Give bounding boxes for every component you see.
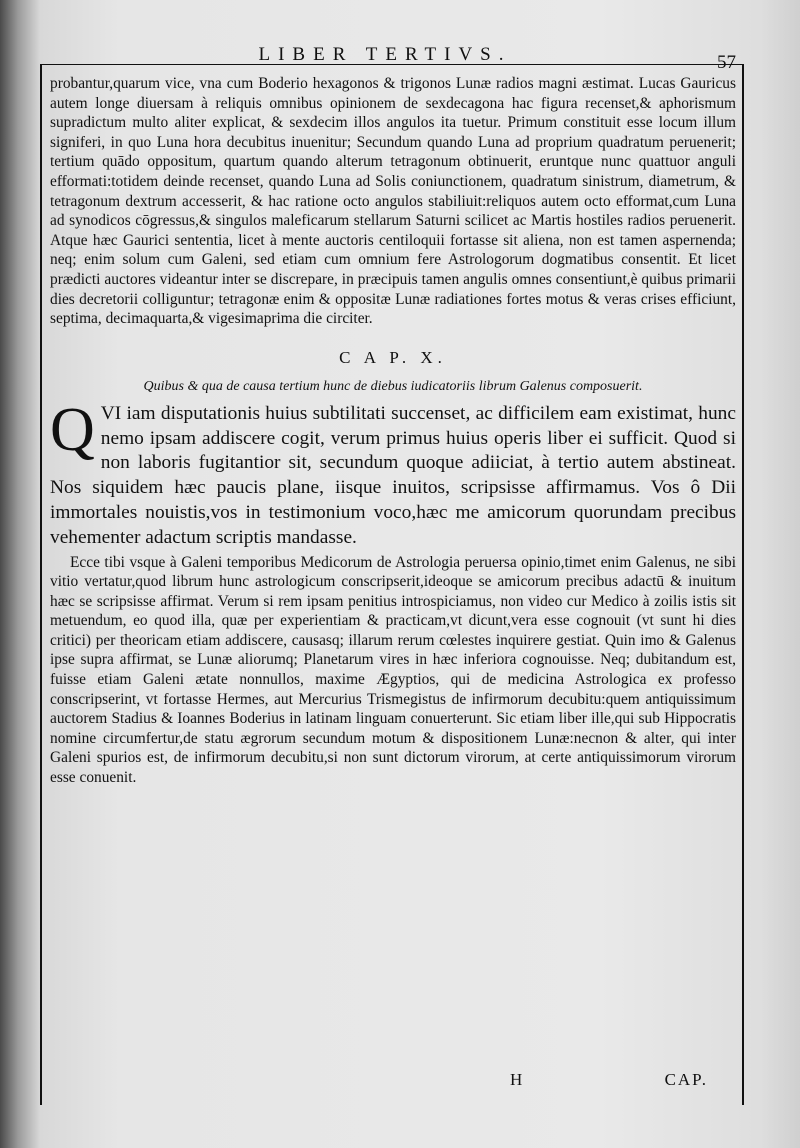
running-title: LIBER TERTIVS. [258,44,512,65]
page-footer [40,1070,744,1094]
drop-cap: Q [50,395,95,464]
chapter-heading: C A P. X. [339,347,447,367]
paragraph-2 [50,395,736,551]
paragraph-1: probantur,quarum vice, vna cum Boderio hexagonos & trigonos Lunæ radios magni æstimat. Lucas Gauricus autem longe diuersam à reliquis omnibus opinionem de sexdecagona hac figura recenset,& aphorismum supradictum multo aliter explicat, & sexdecim illos angulos ita tuetur. Primum constituit esse locum illum signiferi, in quo Luna hora decubitus inuenitur; Secundum quando Luna ad proprium quadratum peruenerit; tertium quādo oppositum, quartum quando alterum tetragonum obtinuerit, eruntque nunc quattuor anguli efformati:totidem deinde recenset, quando Luna ad Solis coniunctionem, quadratum sinistrum, diametrum, & tetragonum dextrum accesserit, & hac ratione octo angulos stabiliuit:reliquos autem octo efformat,cum Luna ad synodicos cōgressus,& singulos maleficarum stellarum Saturni scilicet ac Martis hostiles radios peruenerit. Atque hæc Gaurici sententia, licet à mente auctoris centiloquii fortasse sit aliena, non est tamen aspernenda; neq; enim solum cum Galeni, sed etiam cum omnium fere Astrologorum dogmatibus consentit. Et licet prædicti auctores videantur inter se discrepare, in præcipuis tamen angulis omnes consentiunt,è quibus primarii dies decretorii colliguntur; tetragonæ enim & oppositæ Lunæ radiationes fortes motus & veras crises efficiunt, septima, decimaquarta,& vigesimaprima die circiter. [50,75,736,328]
paragraph-2-text: VI iam disputationis huius subtilitati succenset, ac difficilem eam existimat, hunc nemo ipsam addiscere cogit, verum primus huius operis liber ei sufficit. Quod si non laboris fugitantior sit, secundum quoque adiiciat, à tertio autem abstineat. Nos siquidem hæc paucis plane, iisque inuitos, scripsisse affirmamus. Vos ô Dii immortales nouistis,vos in testimonium voco,hæc me amicorum quorundam precibus vehementer adactum scriptis mandasse. [50,402,736,548]
paragraph-3: Ecce tibi vsque à Galeni temporibus Medicorum de Astrologia peruersa opinio,timet enim Galenus, ne sibi vitio vertatur,quod librum hunc astrologicum conscripserit,ideoque se amicorum precibus adactū & inuitum hæc se scripsisse affirmat. Verum si rem ipsam penitius introspiciamus, non video cur Medico à zoilis istis sit metuendum, eo quod illa, quæ per experientiam & practicam,vt dicunt,vera esse cognouit (vt sunt hi dies critici) per theoricam etiam addiscere, causasq; illarum rerum cœlestes inquirere gestiat. Quin imo & Galenus ipse supra affirmat, se Lunæ aliorumq; Planetarum vires in hæc inferiora cognouisse. Neq; dubitandum est, fuisse etiam Galeni ætate nonnullos, maxime Ægyptios, qui de medicina Astrologica ex professo conscripserint, vt fortasse Hermes, aut Mercurius Trismegistus de infirmorum decubitu:quem antiquissimum auctorem Stadius & Ioannes Boderius in latinam linguam conuerterunt. Sic etiam liber ille,qui sub Hippocratis nomine circumfertur,de statu ægrorum secundum motum & dispositionem Lunæ:necnon & alter, qui inter Galeni spurios est, de infirmorum decubitu,si non sunt dictorum virorum, at certe antiquissimorum virorum esse conuenit. [50,553,736,787]
page-number: 57 [717,52,736,73]
running-head [40,44,744,73]
chapter-subtitle: Quibus & qua de causa tertium hunc de diebus iudicatoriis librum Galenus composuerit. [143,378,643,394]
text-block [50,74,736,788]
catchword: CAP. [664,1070,708,1089]
signature-mark: H [510,1070,523,1089]
